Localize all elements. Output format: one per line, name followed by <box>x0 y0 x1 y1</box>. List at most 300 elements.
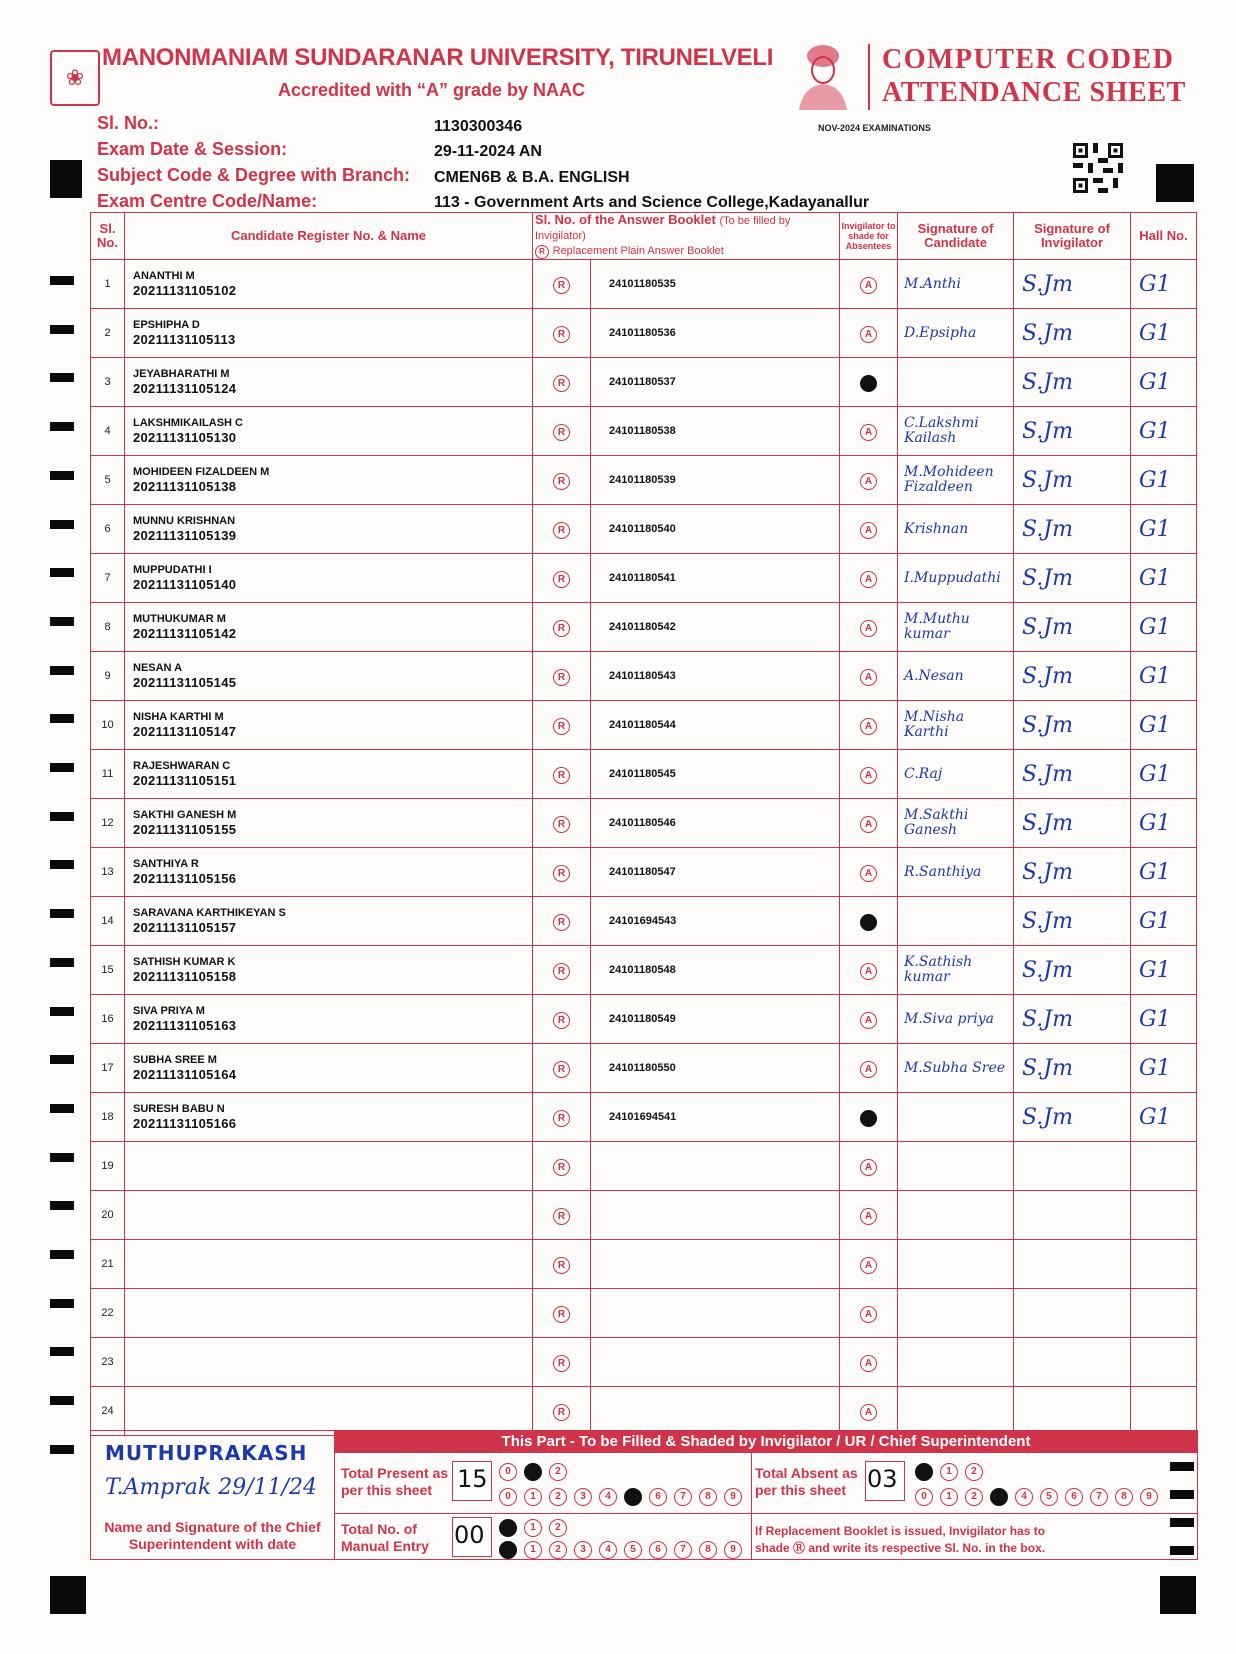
replacement-bubble[interactable]: R <box>553 1110 570 1127</box>
digit-bubble[interactable]: 9 <box>724 1488 742 1506</box>
replacement-cell <box>533 652 591 701</box>
booklet-number[interactable] <box>591 1142 840 1191</box>
hall-number[interactable]: G1 <box>1131 407 1197 456</box>
booklet-number[interactable]: 24101180549 <box>591 995 840 1044</box>
table-row <box>91 1142 1197 1191</box>
digit-bubble[interactable]: 6 <box>1065 1488 1083 1506</box>
candidate-name: SARAVANA KARTHIKEYAN S <box>133 907 286 919</box>
digit-bubble[interactable]: 4 <box>1015 1488 1033 1506</box>
candidate-signature[interactable] <box>898 1387 1014 1436</box>
hall-number[interactable]: G1 <box>1131 652 1197 701</box>
hall-number[interactable] <box>1131 1240 1197 1289</box>
candidate-name: ANANTHI M <box>133 270 195 282</box>
corner-mark-top-left <box>50 160 82 198</box>
replacement-bubble[interactable]: R <box>553 620 570 637</box>
replacement-cell <box>533 1044 591 1093</box>
table-row <box>91 603 1197 652</box>
candidate-cell <box>125 1142 533 1191</box>
hall-number[interactable]: G1 <box>1131 505 1197 554</box>
timing-mark <box>50 1201 74 1210</box>
row-sl: 20 <box>91 1191 125 1240</box>
digit-bubble[interactable]: 3 <box>574 1488 592 1506</box>
booklet-number[interactable]: 24101180537 <box>591 358 840 407</box>
subject-label: Subject Code & Degree with Branch: <box>97 165 411 185</box>
replacement-bubble[interactable]: R <box>553 375 570 392</box>
replacement-bubble[interactable]: R <box>553 767 570 784</box>
row-sl: 21 <box>91 1240 125 1289</box>
invigilator-signature[interactable] <box>1014 1142 1131 1191</box>
digit-bubble[interactable]: 7 <box>674 1541 692 1559</box>
digit-bubble[interactable]: 5 <box>624 1541 642 1559</box>
candidate-signature[interactable]: A.Nesan <box>898 652 1014 701</box>
invigilator-signature[interactable] <box>1014 1191 1131 1240</box>
candidate-signature[interactable]: M.Sakthi Ganesh <box>898 799 1014 848</box>
digit-bubble[interactable]: 0 <box>915 1488 933 1506</box>
digit-bubble[interactable]: 1 <box>524 1488 542 1506</box>
candidate-signature[interactable] <box>898 1289 1014 1338</box>
invigilator-signature[interactable]: S.Jm <box>1014 946 1131 995</box>
hall-number[interactable] <box>1131 1191 1197 1240</box>
hall-number[interactable]: G1 <box>1131 1093 1197 1142</box>
invigilator-signature[interactable]: S.Jm <box>1014 750 1131 799</box>
manual-units-bubbles <box>499 1541 742 1559</box>
invigilator-signature[interactable]: S.Jm <box>1014 407 1131 456</box>
digit-bubble[interactable]: 1 <box>940 1463 958 1481</box>
chief-signature: T.Amprak 29/11/24 <box>105 1475 318 1500</box>
chief-label: Name and Signature of the Chief Superintendent with date <box>104 1519 321 1552</box>
candidate-signature[interactable]: R.Santhiya <box>898 848 1014 897</box>
replacement-bubble[interactable]: R <box>553 1061 570 1078</box>
absent-bubble[interactable]: A <box>860 1208 877 1225</box>
row-sl: 1 <box>91 260 125 309</box>
digit-bubble[interactable]: 8 <box>699 1541 717 1559</box>
invigilator-signature[interactable] <box>1014 1289 1131 1338</box>
hall-number[interactable]: G1 <box>1131 603 1197 652</box>
candidate-cell <box>125 1289 533 1338</box>
replacement-cell <box>533 554 591 603</box>
digit-bubble[interactable]: 2 <box>549 1463 567 1481</box>
replacement-bubble[interactable]: R <box>553 1404 570 1421</box>
col-header-sig-candidate: Signature of Candidate <box>898 213 1014 260</box>
candidate-signature[interactable]: M.Muthu kumar <box>898 603 1014 652</box>
university-logo: ❀ <box>50 50 100 106</box>
candidate-signature[interactable]: K.Sathish kumar <box>898 946 1014 995</box>
table-row <box>91 1240 1197 1289</box>
centre-label: Exam Centre Code/Name: <box>97 191 318 211</box>
invigilator-signature[interactable]: S.Jm <box>1014 799 1131 848</box>
digit-bubble[interactable]: 2 <box>549 1519 567 1537</box>
row-sl: 6 <box>91 505 125 554</box>
replacement-bubble[interactable]: R <box>553 277 570 294</box>
timing-mark <box>50 276 74 285</box>
replacement-bubble[interactable]: R <box>553 326 570 343</box>
absent-bubble[interactable]: A <box>860 1404 877 1421</box>
booklet-number[interactable] <box>591 1289 840 1338</box>
invigilator-signature[interactable]: S.Jm <box>1014 652 1131 701</box>
booklet-number[interactable]: 24101180548 <box>591 946 840 995</box>
replacement-bubble[interactable]: R <box>553 963 570 980</box>
absent-cell <box>840 407 898 456</box>
booklet-number[interactable]: 24101180545 <box>591 750 840 799</box>
candidate-cell <box>125 946 533 995</box>
timing-mark <box>50 1396 74 1405</box>
replacement-cell <box>533 358 591 407</box>
timing-mark <box>50 909 74 918</box>
absent-bubble[interactable]: A <box>860 375 877 392</box>
candidate-signature[interactable] <box>898 897 1014 946</box>
replacement-bubble[interactable]: R <box>553 473 570 490</box>
invigilator-signature[interactable] <box>1014 1338 1131 1387</box>
booklet-number[interactable]: 24101180547 <box>591 848 840 897</box>
replacement-header: Replacement Plain Answer Booklet <box>552 245 724 257</box>
timing-mark <box>50 1445 74 1454</box>
absent-units-bubbles <box>915 1488 1158 1506</box>
invigilator-signature[interactable]: S.Jm <box>1014 1044 1131 1093</box>
register-number: 20211131105102 <box>133 283 237 298</box>
timing-mark <box>50 958 74 967</box>
absent-bubble[interactable]: A <box>860 326 877 343</box>
row-sl: 15 <box>91 946 125 995</box>
absent-bubble[interactable]: A <box>860 914 877 931</box>
replacement-bubble[interactable]: R <box>553 914 570 931</box>
table-row <box>91 1044 1197 1093</box>
digit-bubble[interactable]: 0 <box>915 1463 933 1481</box>
candidate-signature[interactable]: I.Muppudathi <box>898 554 1014 603</box>
invigilator-signature[interactable]: S.Jm <box>1014 897 1131 946</box>
manual-tens-bubbles <box>499 1519 567 1537</box>
absent-bubble[interactable]: A <box>860 1159 877 1176</box>
absent-bubble[interactable]: A <box>860 1061 877 1078</box>
digit-bubble[interactable]: 1 <box>940 1488 958 1506</box>
hall-number[interactable]: G1 <box>1131 701 1197 750</box>
register-number: 20211131105157 <box>133 920 237 935</box>
hall-number[interactable]: G1 <box>1131 848 1197 897</box>
row-sl: 9 <box>91 652 125 701</box>
sl-no-label: Sl. No.: <box>97 113 159 133</box>
candidate-signature[interactable] <box>898 1240 1014 1289</box>
invigilator-signature[interactable]: S.Jm <box>1014 505 1131 554</box>
hall-number[interactable] <box>1131 1142 1197 1191</box>
candidate-signature[interactable]: M.Anthi <box>898 260 1014 309</box>
candidate-cell <box>125 750 533 799</box>
candidate-signature[interactable]: Krishnan <box>898 505 1014 554</box>
invigilator-signature[interactable]: S.Jm <box>1014 848 1131 897</box>
replacement-cell <box>533 407 591 456</box>
invigilator-signature[interactable] <box>1014 1387 1131 1436</box>
centre-value: 113 - Government Arts and Science College,Kadayanallur <box>434 194 870 211</box>
founder-portrait <box>793 42 853 110</box>
table-row <box>91 946 1197 995</box>
candidate-name: NISHA KARTHI M <box>133 711 224 723</box>
replacement-cell <box>533 505 591 554</box>
digit-bubble[interactable]: 6 <box>649 1541 667 1559</box>
digit-bubble[interactable]: 8 <box>1115 1488 1133 1506</box>
digit-bubble[interactable]: 2 <box>965 1463 983 1481</box>
booklet-number[interactable] <box>591 1387 840 1436</box>
digit-bubble[interactable]: 3 <box>574 1541 592 1559</box>
digit-bubble[interactable]: 1 <box>524 1519 542 1537</box>
candidate-cell <box>125 456 533 505</box>
hall-number[interactable]: G1 <box>1131 1044 1197 1093</box>
digit-bubble[interactable]: 1 <box>524 1541 542 1559</box>
hall-number[interactable] <box>1131 1289 1197 1338</box>
invigilator-signature[interactable]: S.Jm <box>1014 554 1131 603</box>
absent-bubble[interactable]: A <box>860 1257 877 1274</box>
booklet-header-note: (To be filled by Invigilator) <box>535 215 791 242</box>
digit-bubble[interactable]: 3 <box>990 1488 1008 1506</box>
table-row <box>91 799 1197 848</box>
hall-number[interactable]: G1 <box>1131 456 1197 505</box>
candidate-signature[interactable]: D.Epsipha <box>898 309 1014 358</box>
invigilator-signature[interactable]: S.Jm <box>1014 260 1131 309</box>
table-row <box>91 848 1197 897</box>
replacement-cell <box>533 1387 591 1436</box>
replacement-cell <box>533 1289 591 1338</box>
absent-bubble[interactable]: A <box>860 1306 877 1323</box>
corner-mark-bottom-left <box>50 1576 86 1614</box>
row-sl: 2 <box>91 309 125 358</box>
replacement-cell <box>533 701 591 750</box>
register-number: 20211131105151 <box>133 773 237 788</box>
candidate-cell <box>125 799 533 848</box>
digit-bubble[interactable]: 5 <box>1040 1488 1058 1506</box>
row-sl: 23 <box>91 1338 125 1387</box>
replacement-bubble[interactable]: R <box>553 816 570 833</box>
replacement-bubble[interactable]: R <box>553 1257 570 1274</box>
table-row <box>91 358 1197 407</box>
table-row <box>91 407 1197 456</box>
university-name: MANONMANIAM SUNDARANAR UNIVERSITY, TIRUNELVELI <box>102 44 774 71</box>
replacement-cell <box>533 260 591 309</box>
digit-bubble[interactable]: 0 <box>499 1488 517 1506</box>
timing-mark <box>50 1007 74 1016</box>
timing-mark <box>50 1153 74 1162</box>
candidate-cell <box>125 1191 533 1240</box>
digit-bubble[interactable]: 2 <box>549 1541 567 1559</box>
candidate-cell <box>125 1093 533 1142</box>
register-number: 20211131105138 <box>133 479 237 494</box>
sl-no-value: 1130300346 <box>434 118 523 135</box>
examination-label: NOV-2024 EXAMINATIONS <box>818 123 931 133</box>
booklet-number[interactable]: 24101180543 <box>591 652 840 701</box>
booklet-number[interactable]: 24101180541 <box>591 554 840 603</box>
header-divider <box>868 44 870 110</box>
row-sl: 13 <box>91 848 125 897</box>
qr-code-icon <box>1073 143 1123 193</box>
booklet-number[interactable]: 24101180538 <box>591 407 840 456</box>
booklet-number[interactable]: 24101180546 <box>591 799 840 848</box>
candidate-name: MUPPUDATHI I <box>133 564 212 576</box>
replacement-bubble[interactable]: R <box>553 1208 570 1225</box>
table-row <box>91 1093 1197 1142</box>
booklet-number[interactable]: 24101180539 <box>591 456 840 505</box>
timing-mark <box>50 714 74 723</box>
timing-mark <box>50 617 74 626</box>
absent-bubble[interactable]: A <box>860 669 877 686</box>
absent-cell <box>840 897 898 946</box>
absent-cell <box>840 554 898 603</box>
replacement-bubble[interactable]: R <box>553 571 570 588</box>
invigilator-signature[interactable]: S.Jm <box>1014 309 1131 358</box>
booklet-number[interactable] <box>591 1338 840 1387</box>
digit-bubble[interactable]: 9 <box>1140 1488 1158 1506</box>
replacement-bubble[interactable]: R <box>553 424 570 441</box>
replacement-bubble[interactable]: R <box>553 1159 570 1176</box>
replacement-bubble[interactable]: R <box>553 865 570 882</box>
absent-bubble[interactable]: A <box>860 620 877 637</box>
hall-number[interactable]: G1 <box>1131 260 1197 309</box>
invigilator-signature[interactable]: S.Jm <box>1014 995 1131 1044</box>
candidate-signature[interactable]: M.Subha Sree <box>898 1044 1014 1093</box>
booklet-number[interactable] <box>591 1240 840 1289</box>
row-sl: 18 <box>91 1093 125 1142</box>
absent-bubble[interactable]: A <box>860 1110 877 1127</box>
replacement-cell <box>533 309 591 358</box>
candidate-cell <box>125 554 533 603</box>
hall-number[interactable]: G1 <box>1131 946 1197 995</box>
replacement-bubble[interactable]: R <box>553 1012 570 1029</box>
candidate-signature[interactable]: C.Lakshmi Kailash <box>898 407 1014 456</box>
booklet-number[interactable] <box>591 1191 840 1240</box>
absent-cell <box>840 1289 898 1338</box>
candidate-cell <box>125 848 533 897</box>
digit-bubble[interactable]: 1 <box>524 1463 542 1481</box>
booklet-number[interactable]: 24101180550 <box>591 1044 840 1093</box>
timing-mark <box>50 568 74 577</box>
invigilator-signature[interactable]: S.Jm <box>1014 358 1131 407</box>
candidate-signature[interactable] <box>898 1142 1014 1191</box>
hall-number[interactable]: G1 <box>1131 309 1197 358</box>
table-row <box>91 554 1197 603</box>
hall-number[interactable]: G1 <box>1131 799 1197 848</box>
absent-cell <box>840 1387 898 1436</box>
replacement-bubble[interactable]: R <box>553 1355 570 1372</box>
timing-mark <box>50 812 74 821</box>
invigilator-signature[interactable]: S.Jm <box>1014 701 1131 750</box>
replacement-bubble[interactable]: R <box>553 718 570 735</box>
booklet-number[interactable]: 24101180544 <box>591 701 840 750</box>
digit-bubble[interactable]: 6 <box>649 1488 667 1506</box>
table-row <box>91 260 1197 309</box>
absent-cell <box>840 799 898 848</box>
absent-cell <box>840 603 898 652</box>
hall-number[interactable]: G1 <box>1131 554 1197 603</box>
candidate-cell <box>125 407 533 456</box>
register-number: 20211131105130 <box>133 430 237 445</box>
digit-bubble[interactable]: 0 <box>499 1519 517 1537</box>
hall-number[interactable]: G1 <box>1131 995 1197 1044</box>
candidate-signature[interactable] <box>898 358 1014 407</box>
replacement-bubble[interactable]: R <box>553 522 570 539</box>
booklet-number[interactable]: 24101180540 <box>591 505 840 554</box>
candidate-name: SANTHIYA R <box>133 858 199 870</box>
absent-bubble[interactable]: A <box>860 1355 877 1372</box>
row-sl: 16 <box>91 995 125 1044</box>
candidate-signature[interactable] <box>898 1191 1014 1240</box>
timing-mark <box>50 1299 74 1308</box>
digit-bubble[interactable]: 5 <box>624 1488 642 1506</box>
digit-bubble[interactable]: 0 <box>499 1541 517 1559</box>
absent-bubble[interactable]: A <box>860 767 877 784</box>
booklet-number[interactable]: 24101180536 <box>591 309 840 358</box>
hall-number[interactable]: G1 <box>1131 897 1197 946</box>
col-header-hall: Hall No. <box>1131 213 1197 260</box>
hall-number[interactable]: G1 <box>1131 358 1197 407</box>
replacement-bubble[interactable]: R <box>553 669 570 686</box>
total-present-value: 15 <box>457 1465 488 1493</box>
booklet-number[interactable]: 24101694543 <box>591 897 840 946</box>
absent-bubble[interactable]: A <box>860 865 877 882</box>
row-sl: 14 <box>91 897 125 946</box>
sheet-title-line1: COMPUTER CODED <box>882 44 1175 75</box>
timing-mark <box>50 666 74 675</box>
candidate-signature[interactable]: M.Siva priya <box>898 995 1014 1044</box>
absent-bubble[interactable]: A <box>860 963 877 980</box>
absent-bubble[interactable]: A <box>860 571 877 588</box>
table-row <box>91 1191 1197 1240</box>
invigilator-signature[interactable]: S.Jm <box>1014 603 1131 652</box>
candidate-signature[interactable]: C.Raj <box>898 750 1014 799</box>
candidate-cell <box>125 505 533 554</box>
register-number: 20211131105139 <box>133 528 237 543</box>
candidate-name: SAKTHI GANESH M <box>133 809 237 821</box>
absent-bubble[interactable]: A <box>860 277 877 294</box>
hall-number[interactable] <box>1131 1387 1197 1436</box>
candidate-signature[interactable] <box>898 1093 1014 1142</box>
digit-bubble[interactable]: 7 <box>1090 1488 1108 1506</box>
absent-cell <box>840 358 898 407</box>
candidate-signature[interactable]: M.Nisha Karthi <box>898 701 1014 750</box>
absent-cell <box>840 1044 898 1093</box>
digit-bubble[interactable]: 9 <box>724 1541 742 1559</box>
absent-bubble[interactable]: A <box>860 718 877 735</box>
booklet-number[interactable]: 24101694541 <box>591 1093 840 1142</box>
absent-cell <box>840 1338 898 1387</box>
booklet-number[interactable]: 24101180542 <box>591 603 840 652</box>
digit-bubble[interactable]: 8 <box>699 1488 717 1506</box>
absent-bubble[interactable]: A <box>860 1012 877 1029</box>
candidate-signature[interactable] <box>898 1338 1014 1387</box>
hall-number[interactable] <box>1131 1338 1197 1387</box>
absent-bubble[interactable]: A <box>860 473 877 490</box>
booklet-number[interactable]: 24101180535 <box>591 260 840 309</box>
summary-band: This Part - To be Filled & Shaded by Invigilator / UR / Chief Superintendent <box>335 1431 1197 1453</box>
replacement-icon: R <box>535 245 549 259</box>
replacement-cell <box>533 799 591 848</box>
candidate-cell <box>125 701 533 750</box>
timing-mark <box>50 763 74 772</box>
digit-bubble[interactable]: 2 <box>965 1488 983 1506</box>
candidate-name: EPSHIPHA D <box>133 319 200 331</box>
replacement-bubble[interactable]: R <box>553 1306 570 1323</box>
absent-bubble[interactable]: A <box>860 424 877 441</box>
digit-bubble[interactable]: 7 <box>674 1488 692 1506</box>
absent-cell <box>840 652 898 701</box>
digit-bubble[interactable]: 2 <box>549 1488 567 1506</box>
digit-bubble[interactable]: 4 <box>599 1541 617 1559</box>
digit-bubble[interactable]: 4 <box>599 1488 617 1506</box>
invigilator-signature[interactable]: S.Jm <box>1014 1093 1131 1142</box>
candidate-signature[interactable]: M.Mohideen Fizaldeen <box>898 456 1014 505</box>
absent-bubble[interactable]: A <box>860 816 877 833</box>
invigilator-signature[interactable] <box>1014 1240 1131 1289</box>
hall-number[interactable]: G1 <box>1131 750 1197 799</box>
digit-bubble[interactable]: 0 <box>499 1463 517 1481</box>
col-header-sl: Sl. No. <box>91 213 125 260</box>
invigilator-signature[interactable]: S.Jm <box>1014 456 1131 505</box>
absent-bubble[interactable]: A <box>860 522 877 539</box>
row-sl: 8 <box>91 603 125 652</box>
